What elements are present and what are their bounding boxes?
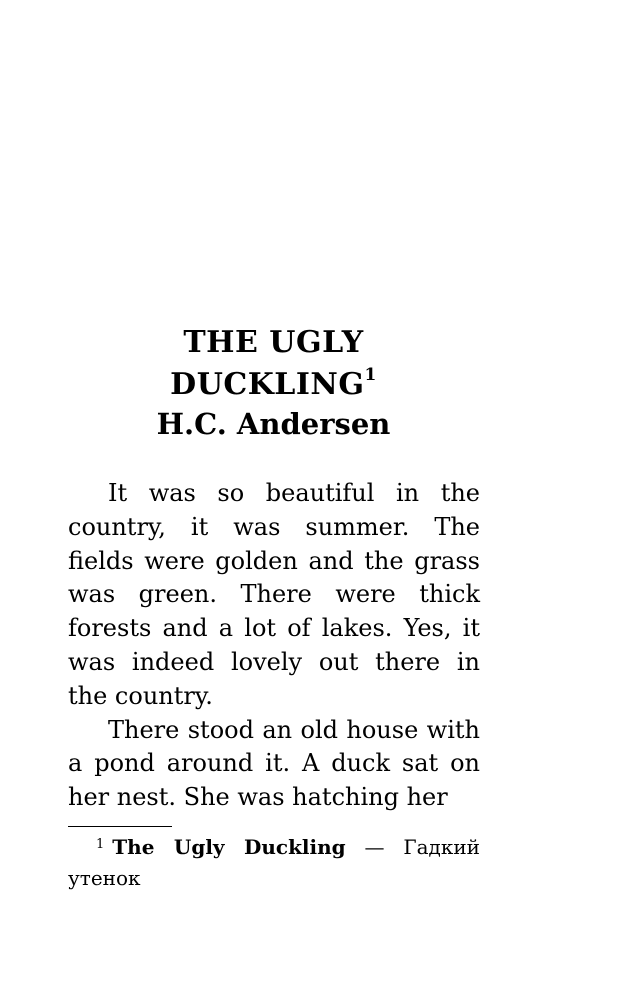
footnote-term: The Ugly Duckling <box>112 835 346 859</box>
chapter-title-text-2: DUCKLING <box>170 367 365 402</box>
footnote: 1 The Ugly Duckling — Гадкий утенок <box>68 835 480 890</box>
paragraph: There stood an old house with a pond around it. A duck sat on her nest. She was hatching her <box>68 715 480 812</box>
footnote-divider <box>68 826 172 827</box>
chapter-title-line-2 <box>130 364 417 406</box>
author-name: H.C. Andersen <box>156 407 391 441</box>
footnote-translation: Гадкий утенок <box>68 835 480 890</box>
chapter-title-line-1 <box>130 322 417 364</box>
chapter-title-text-1: THE UGLY <box>183 325 364 360</box>
paragraph: It was so beautiful in the country, it was summer. The fields were golden and the grass was green. There were thick forests and a lot of lakes. Yes, it was indeed lovely out there in the country. <box>68 479 480 710</box>
title-footnote-marker: 1 <box>364 365 377 385</box>
story-text <box>68 477 480 815</box>
footnote-dash: — <box>364 835 385 859</box>
